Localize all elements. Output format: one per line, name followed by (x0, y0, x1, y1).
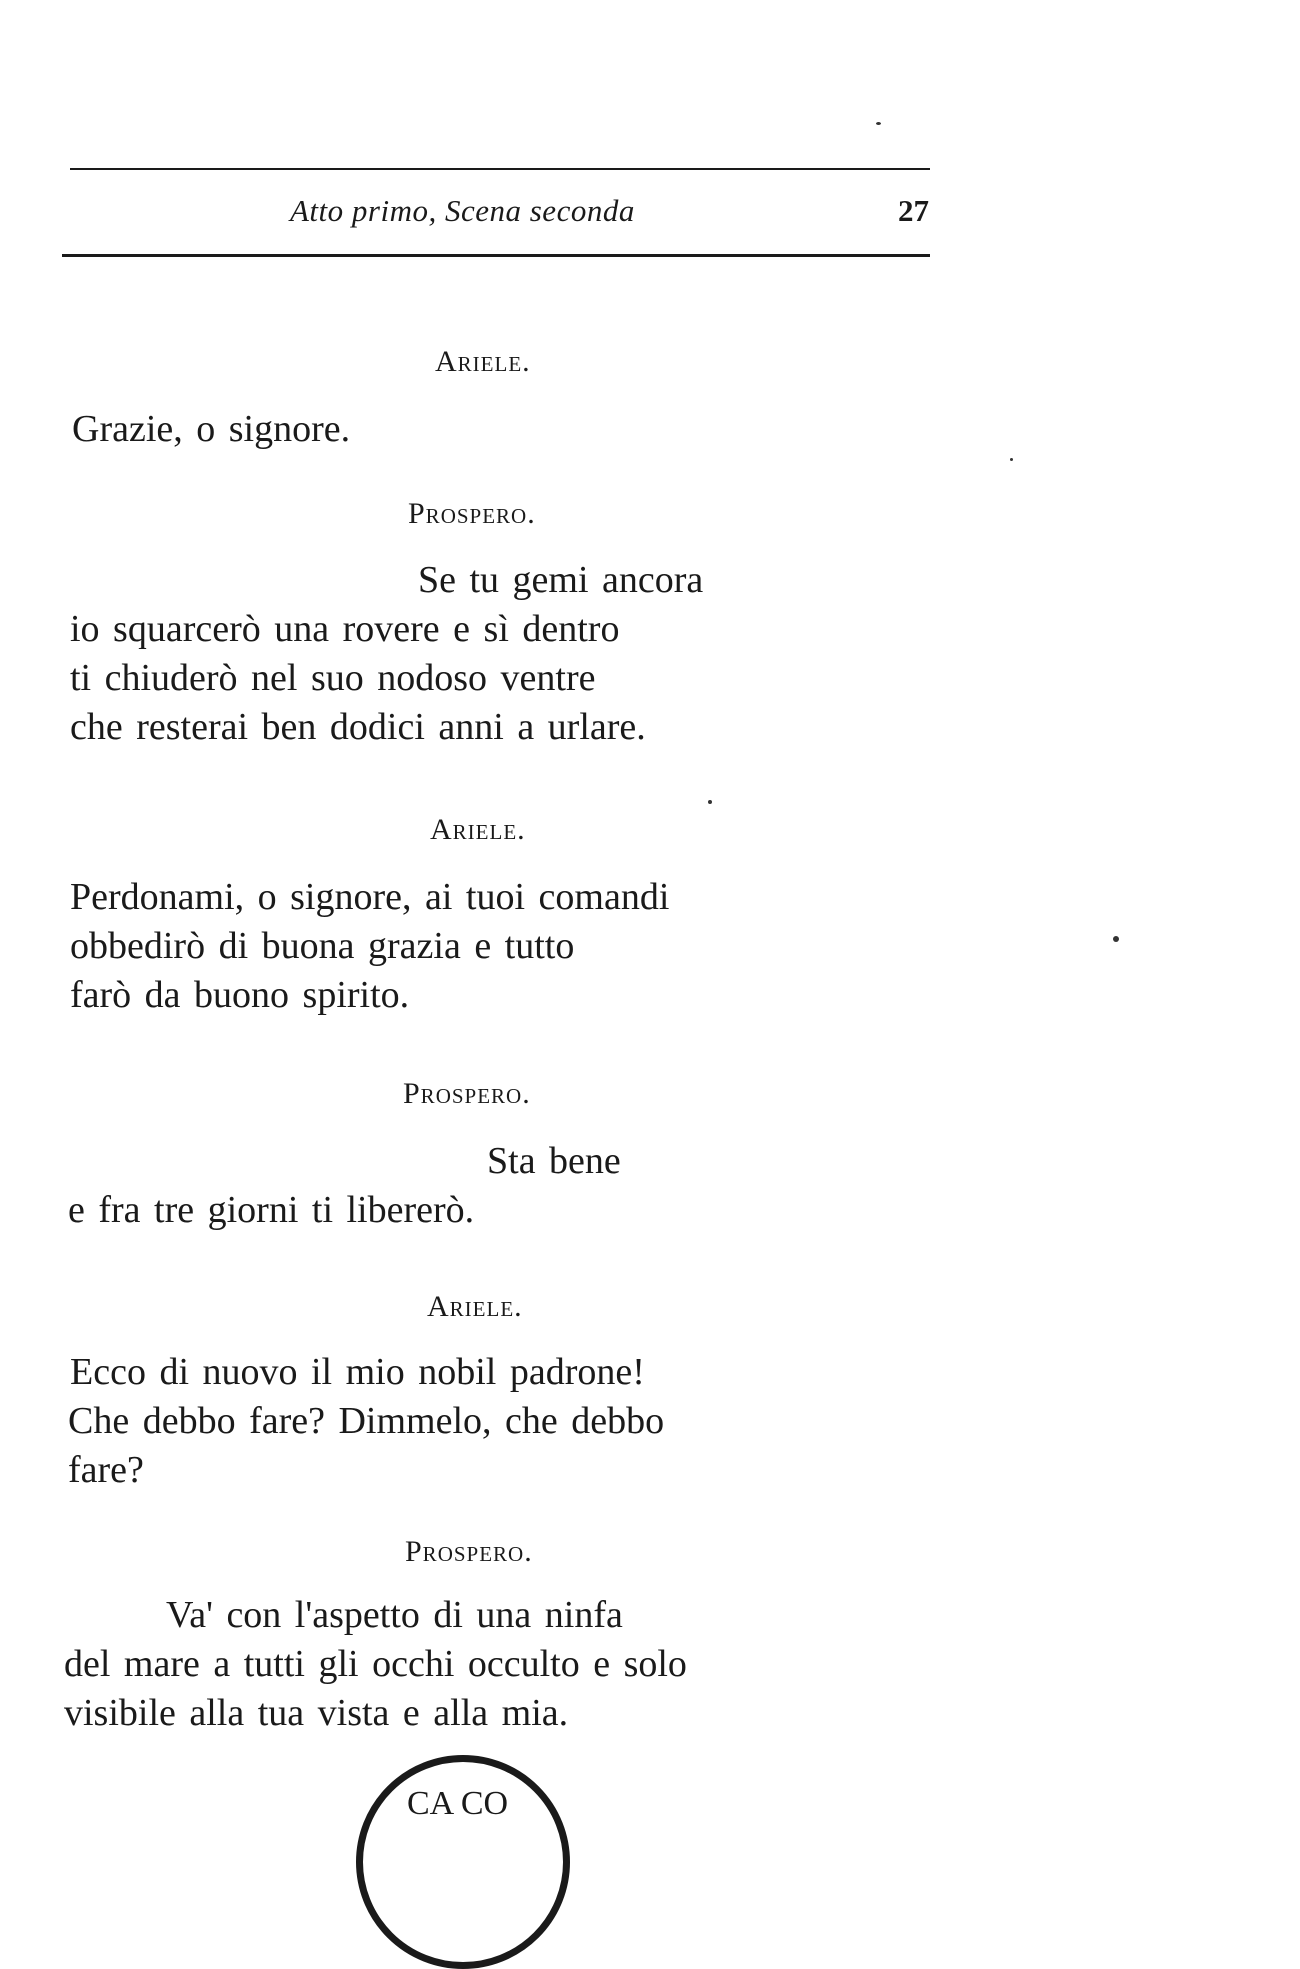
verse-line: obbedirò di buona grazia e tutto (70, 925, 575, 967)
scan-speck (1113, 936, 1119, 942)
speaker-name: Ariele. (430, 813, 526, 846)
library-stamp (356, 1755, 570, 1969)
verse-line: e fra tre giorni ti libererò. (68, 1189, 475, 1231)
scan-speck (876, 122, 881, 125)
header-rule-bottom (62, 254, 930, 257)
speaker-name: Prospero. (408, 497, 536, 530)
verse-line: ti chiuderò nel suo nodoso ventre (70, 657, 596, 699)
stamp-text: CA CO (407, 1785, 509, 1822)
verse-line: del mare a tutti gli occhi occulto e solo (64, 1643, 687, 1685)
verse-line: che resterai ben dodici anni a urlare. (70, 706, 646, 748)
speaker-name: Ariele. (435, 345, 531, 378)
verse-line: Ecco di nuovo il mio nobil padrone! (70, 1351, 645, 1393)
verse-line: visibile alla tua vista e alla mia. (64, 1692, 569, 1734)
stamp-lettering (363, 1762, 563, 1822)
running-title: Atto primo, Scena seconda (290, 193, 635, 228)
speaker-name: Prospero. (403, 1077, 531, 1110)
verse-line: Va' con l'aspetto di una ninfa (166, 1594, 623, 1636)
verse-line: Se tu gemi ancora (418, 559, 704, 601)
verse-line: farò da buono spirito. (70, 974, 410, 1016)
speaker-name: Ariele. (427, 1290, 523, 1323)
scan-speck (1010, 458, 1013, 461)
verse-line: fare? (68, 1449, 144, 1491)
verse-line: Sta bene (487, 1140, 621, 1182)
verse-line: io squarcerò una rovere e sì dentro (70, 608, 620, 650)
speaker-name: Prospero. (405, 1535, 533, 1568)
verse-line: Perdonami, o signore, ai tuoi comandi (70, 876, 670, 918)
header-rule-top (70, 168, 930, 170)
page-number: 27 (898, 193, 929, 228)
verse-line: Che debbo fare? Dimmelo, che debbo (68, 1400, 665, 1442)
scan-speck (708, 800, 712, 804)
verse-line: Grazie, o signore. (72, 408, 351, 450)
